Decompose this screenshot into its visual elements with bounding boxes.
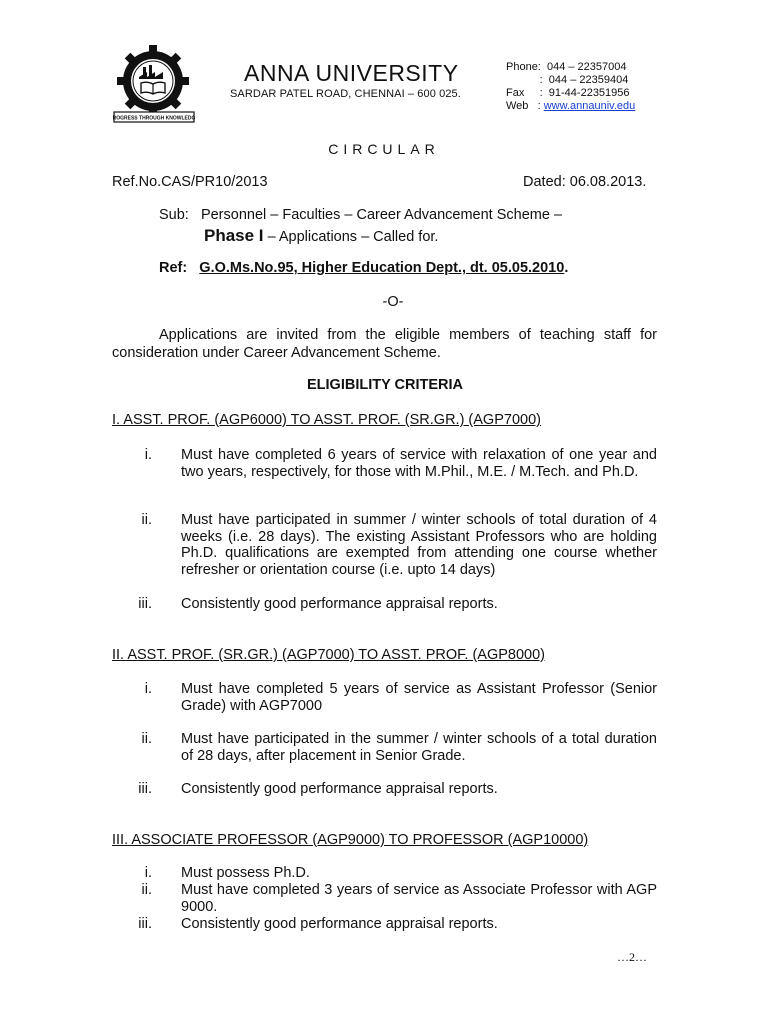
- section-heading: I. ASST. PROF. (AGP6000) TO ASST. PROF. (SR.GR.) (AGP7000): [112, 412, 541, 428]
- subject-phase: Phase I: [204, 226, 264, 245]
- list-item: [112, 681, 657, 714]
- item-number: i.: [144, 447, 152, 463]
- subject-label: Sub:: [159, 207, 189, 223]
- section-heading: III. ASSOCIATE PROFESSOR (AGP9000) TO PROFESSOR (AGP10000): [112, 832, 589, 848]
- subject-line-2: [204, 226, 438, 246]
- list-item: [112, 512, 657, 578]
- list-item: [112, 731, 657, 764]
- item-number: ii.: [141, 512, 152, 528]
- item-text: Consistently good performance appraisal reports.: [181, 916, 498, 932]
- fax-line: Fax : 91-44-22351956: [506, 87, 630, 99]
- item-text: Must possess Ph.D.: [181, 865, 310, 881]
- reference-trail: .: [564, 260, 569, 276]
- svg-text:PROGRESS THROUGH KNOWLEDGE: PROGRESS THROUGH KNOWLEDGE: [113, 115, 195, 122]
- list-item: [112, 596, 657, 613]
- item-text: Must have participated in the summer / winter schools of a total duration of 28 days, after placement in Senior Grade.: [181, 731, 657, 764]
- item-text: Consistently good performance appraisal reports.: [181, 596, 498, 612]
- list-item: [112, 447, 657, 480]
- reference-label: Ref:: [159, 260, 188, 276]
- page-continuation: …2…: [617, 950, 647, 964]
- subject-text-rest: – Applications – Called for.: [263, 229, 439, 245]
- list-item: [112, 916, 657, 933]
- intro-text: Applications are invited from the eligible members of teaching staff for consideration under Career Advancement Scheme.: [112, 327, 657, 361]
- list-item: [112, 781, 657, 798]
- section-heading: II. ASST. PROF. (SR.GR.) (AGP7000) TO ASST. PROF. (AGP8000): [112, 647, 545, 663]
- list-item: [112, 882, 657, 915]
- website-link[interactable]: www.annauniv.edu: [543, 100, 636, 112]
- separator: -O-: [382, 294, 404, 310]
- item-number: i.: [144, 865, 152, 881]
- item-number: ii.: [141, 731, 152, 747]
- item-number: i.: [144, 681, 152, 697]
- item-text: Must have completed 3 years of service as Associate Professor with AGP 9000.: [181, 882, 657, 915]
- item-text: Must have completed 6 years of service with relaxation of one year and two years, respectively, for those with M.Phil., M.E. / M.Tech. and Ph.D.: [181, 447, 657, 480]
- item-text: Consistently good performance appraisal reports.: [181, 781, 498, 797]
- item-number: iii.: [138, 781, 152, 797]
- item-number: ii.: [141, 882, 152, 898]
- item-text: Must have participated in summer / winter schools of total duration of 4 weeks (i.e. 28 days). The existing Assistant Professors who are holding Ph.D. qualifications are exempted from attending one course whether refresher or orientation course (i.e. upto 14 days): [181, 512, 657, 578]
- contact-block: [506, 61, 635, 113]
- circular-title: CIRCULAR: [328, 141, 440, 157]
- reference-number: Ref.No.CAS/PR10/2013: [112, 174, 268, 190]
- item-number: iii.: [138, 916, 152, 932]
- item-number: iii.: [138, 596, 152, 612]
- circular-date: Dated: 06.08.2013.: [523, 174, 647, 190]
- reference-go: G.O.Ms.No.95, Higher Education Dept., dt. 05.05.2010: [199, 260, 565, 276]
- list-item: [112, 865, 657, 882]
- phone-line-1: Phone: 044 – 22357004: [506, 61, 627, 73]
- web-line: [506, 100, 635, 113]
- university-logo: [113, 45, 195, 123]
- university-address: SARDAR PATEL ROAD, CHENNAI – 600 025.: [230, 88, 461, 100]
- intro-paragraph: [112, 326, 657, 362]
- reference-line: [159, 260, 568, 276]
- eligibility-heading: ELIGIBILITY CRITERIA: [306, 377, 464, 393]
- web-label: Web :: [506, 100, 544, 112]
- subject-line-1: [159, 207, 562, 223]
- university-name: ANNA UNIVERSITY: [244, 60, 459, 86]
- phone-line-2: : 044 – 22359404: [506, 74, 629, 86]
- item-text: Must have completed 5 years of service as Assistant Professor (Senior Grade) with AGP7000: [181, 681, 657, 714]
- subject-text: Personnel – Faculties – Career Advancement Scheme –: [200, 207, 563, 223]
